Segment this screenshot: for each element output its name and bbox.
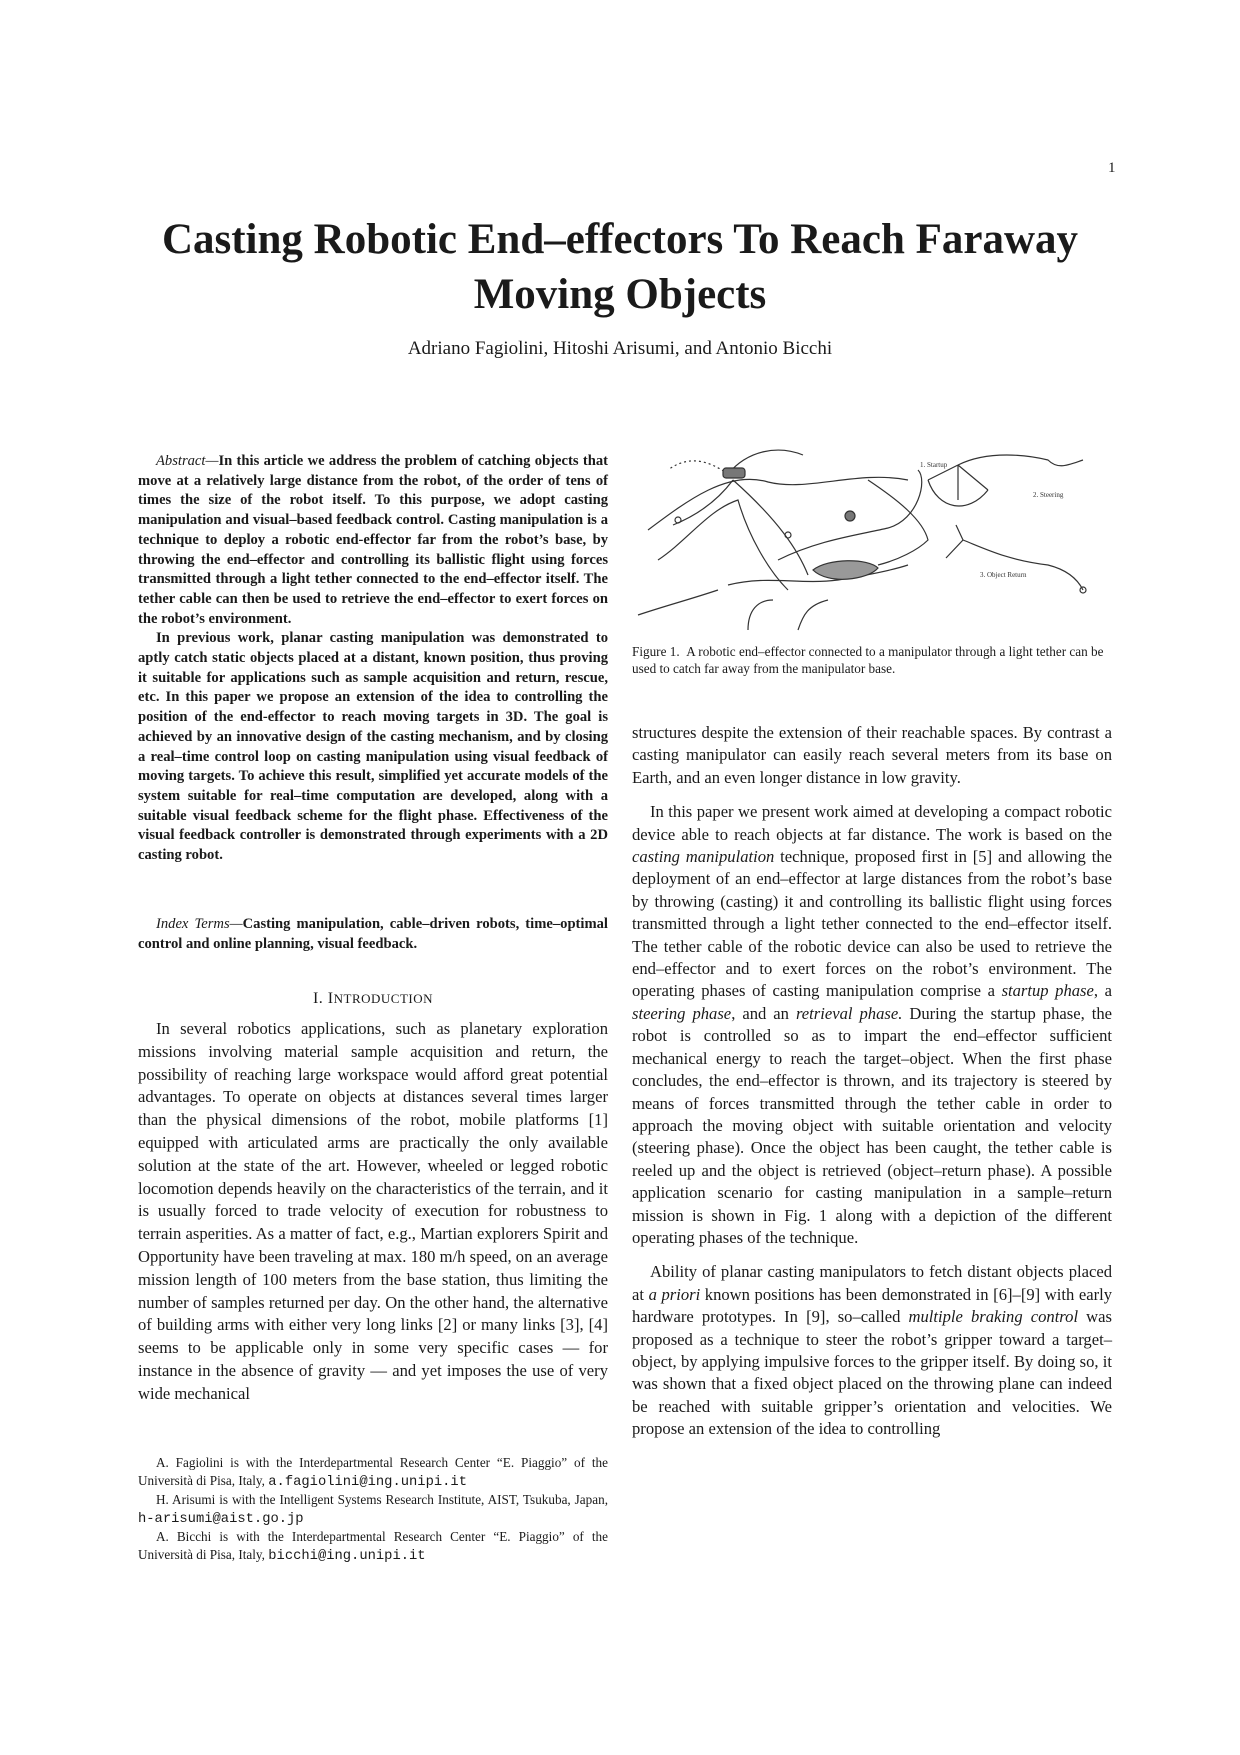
figure-1-caption (632, 643, 1112, 677)
footnote-1-email: a.fagiolini@ing.unipi.it (268, 1474, 467, 1490)
right-column-body (632, 722, 1112, 1441)
index-terms-text: Casting manipulation, cable–driven robots, time–optimal control and online planning, visual feedback. (138, 916, 608, 952)
rover-2 (845, 511, 855, 521)
p2-italic-casting-manipulation: casting manipulation (632, 847, 775, 867)
object-blob (813, 561, 878, 580)
tether-4 (673, 480, 733, 525)
abstract (138, 452, 608, 866)
p3-italic-a-priori: a priori (648, 1284, 701, 1304)
section-number: I. (312, 990, 324, 1007)
footnote-2-text: H. Arisumi is with the Intelligent Systems Research Institute, AIST, Tsukuba, Japan, (156, 1492, 608, 1507)
rock-1 (675, 517, 681, 523)
label-object-return: 3. Object Return (980, 571, 1027, 579)
crater-right-wall (868, 480, 928, 565)
footnote-2 (138, 1491, 608, 1528)
right-paragraph-3 (632, 1261, 1112, 1440)
p2-c: , a (1093, 981, 1112, 1001)
crater-rim (648, 477, 908, 530)
section-title-rest: NTRODUCTION (333, 991, 434, 1006)
label-startup: 1. Startup (920, 461, 948, 469)
ground-line-3 (798, 600, 828, 630)
ground-line-2 (748, 600, 773, 630)
index-terms (138, 915, 608, 954)
authors: Adriano Fagiolini, Hitoshi Arisumi, and Antonio Bicchi (407, 338, 833, 359)
p2-italic-startup: startup phase (1001, 981, 1094, 1001)
figure-1-caption-label: Figure 1. (632, 644, 680, 659)
page-number: 1 (1108, 160, 1116, 176)
p3-c: was proposed as a technique to steer the robot’s gripper toward a target–object, by applying impulsive forces to the gripper itself. By doing so, it was shown that a fixed object placed on the throwing plane can indeed be reached with suitable gripper’s orientation and velocities. We propose an extension of the idea to controlling (632, 1307, 1112, 1439)
intro-body (138, 1018, 608, 1406)
footnote-1-text: A. Fagiolini is with the Interdepartmental Research Center “E. Piaggio” of the Università di Pisa, Italy, (138, 1455, 608, 1488)
footnote-2-email: h-arisumi@aist.go.jp (138, 1511, 304, 1527)
ground-line-1 (638, 590, 718, 615)
p2-d: , and an (731, 1003, 796, 1023)
p2-italic-retrieval: retrieval phase. (795, 1003, 903, 1023)
p3-italic-multiple-braking-control: multiple braking control (908, 1307, 1079, 1327)
p2-a: In this paper we present work aimed at developing a compact robotic device able to reach objects at far distance. The work is based on the (632, 802, 1112, 844)
tether-1 (668, 461, 728, 474)
abstract-text-1: In this article we address the problem of catching objects that move at a relatively large distance from the robot, of the order of tens of times the size of the robot itself. To this purpose, we adopt casting manipulation and visual–based feedback control. Casting manipulation is a technique to deploy a robotic end-effector far from the robot’s base, by throwing the end–effector and controlling its ballistic flight using forces transmitted through a light tether connected to the end–effector itself. The tether cable can then be used to retrieve the end–effector to exert forces on the robot’s environment. (138, 453, 608, 627)
footnote-1 (138, 1454, 608, 1491)
p2-italic-steering: steering phase (632, 1003, 732, 1023)
steering-path (958, 455, 1083, 466)
index-terms-label: Index Terms— (156, 916, 243, 932)
right-paragraph-1: structures despite the extension of their reachable spaces. By contrast a casting manipulator can easily reach several meters from its base on Earth, and an even longer distance in low gravity. (632, 723, 1112, 787)
right-paragraph-2 (632, 801, 1112, 1249)
robot-vehicle (723, 468, 745, 478)
p3-a: Ability of planar casting manipulators to fetch distant objects placed at (632, 1262, 1112, 1304)
tether-3 (733, 480, 808, 575)
section-title-first: I (327, 990, 334, 1007)
footnote-3 (138, 1528, 608, 1565)
abstract-label: Abstract— (156, 453, 219, 469)
startup-rays (928, 465, 988, 500)
p3-b: known positions has been demonstrated in [6]–[9] with early hardware prototypes. In [9], so–called (632, 1284, 1113, 1327)
p2-e: During the startup phase, the robot is controlled so as to impart the end–effector sufficient mechanical energy to reach the target–object. When the first phase concludes, the end–effector is thrown, and its trajectory is steered by means of forces transmitted through the tether cable in order to approach the moving object with suitable orientation and velocity (steering phase). Once the object has been caught, the tether cable is reeled up and the object is retrieved (object–return phase). A possible application scenario for casting manipulation in a sample–return mission is shown in Fig. 1 along with a depiction of the different operating phases of the technique. (632, 1003, 1113, 1247)
return-arm (946, 525, 963, 558)
figure-1-caption-text: A robotic end–effector connected to a manipulator through a light tether can be used to catch far away from the manipulator base. (632, 644, 1104, 676)
return-path (963, 540, 1083, 590)
section-heading (138, 990, 608, 1008)
abstract-paragraph-2: In previous work, planar casting manipulation was demonstrated to aptly catch static objects placed at a distant, known position, thus proving it suitable for applications such as sample acquisition and return, rescue, etc. In this paper we propose an extension of the idea to controlling the position of the end-effector to reach moving targets in 3D. The goal is achieved by an innovative design of the casting mechanism, and by closing a real–time control loop on casting manipulation using visual feedback of moving targets. To achieve this result, simplified yet accurate models of the system suitable for real–time computation are developed, along with a suitable visual feedback scheme for the flight phase. Effectiveness of the visual feedback controller is demonstrated through experiments with a 2D casting robot. (138, 630, 608, 864)
crater-left-wall (658, 500, 788, 590)
intro-paragraph: In several robotics applications, such as planetary exploration missions involving material sample acquisition and return, the possibility of reaching large workspace would afford great potential advantages. To operate on objects at distances several times larger than the physical dimensions of the robot, mobile platforms [1] equipped with articulated arms are practically the only available solution at the state of the art. However, wheeled or legged robotic locomotion depends heavily on the characteristics of the terrain, and it is usually forced to trade velocity of execution for robustness to terrain asperities. As a matter of fact, e.g., Martian explorers Spirit and Opportunity have been traveling at max. 180 m/h speed, on an average mission length of 100 meters from the base station, thus limiting the number of samples returned per day. On the other hand, the alternative of building arms with either very long links [2] or many links [3], [4] seems to be applicable only in some very specific cases — for instance in the absence of gravity — and yet imposes the use of very wide mechanical (138, 1019, 608, 1403)
abstract-paragraph-1 (138, 452, 608, 629)
footnote-3-text: A. Bicchi is with the Interdepartmental Research Center “E. Piaggio” of the Università di Pisa, Italy, (138, 1529, 608, 1562)
footnote-3-email: bicchi@ing.unipi.it (268, 1548, 426, 1564)
p2-b: technique, proposed first in [5] and allowing the deployment of an end–effector at large distances from the robot’s base by throwing (casting) it and controlling its ballistic flight using forces transmitted through a light tether connected to the end–effector itself. The tether cable of the robotic device can also be used to retrieve the end–effector and to exert forces on the robot’s environment. The operating phases of casting manipulation comprise a (632, 847, 1112, 1001)
footnotes (138, 1454, 608, 1565)
rock-2 (785, 532, 791, 538)
figure-1-illustration (628, 440, 1112, 635)
label-steering: 2. Steering (1033, 491, 1064, 499)
paper-title: Casting Robotic End–effectors To Reach Faraway Moving Objects (161, 216, 1079, 318)
